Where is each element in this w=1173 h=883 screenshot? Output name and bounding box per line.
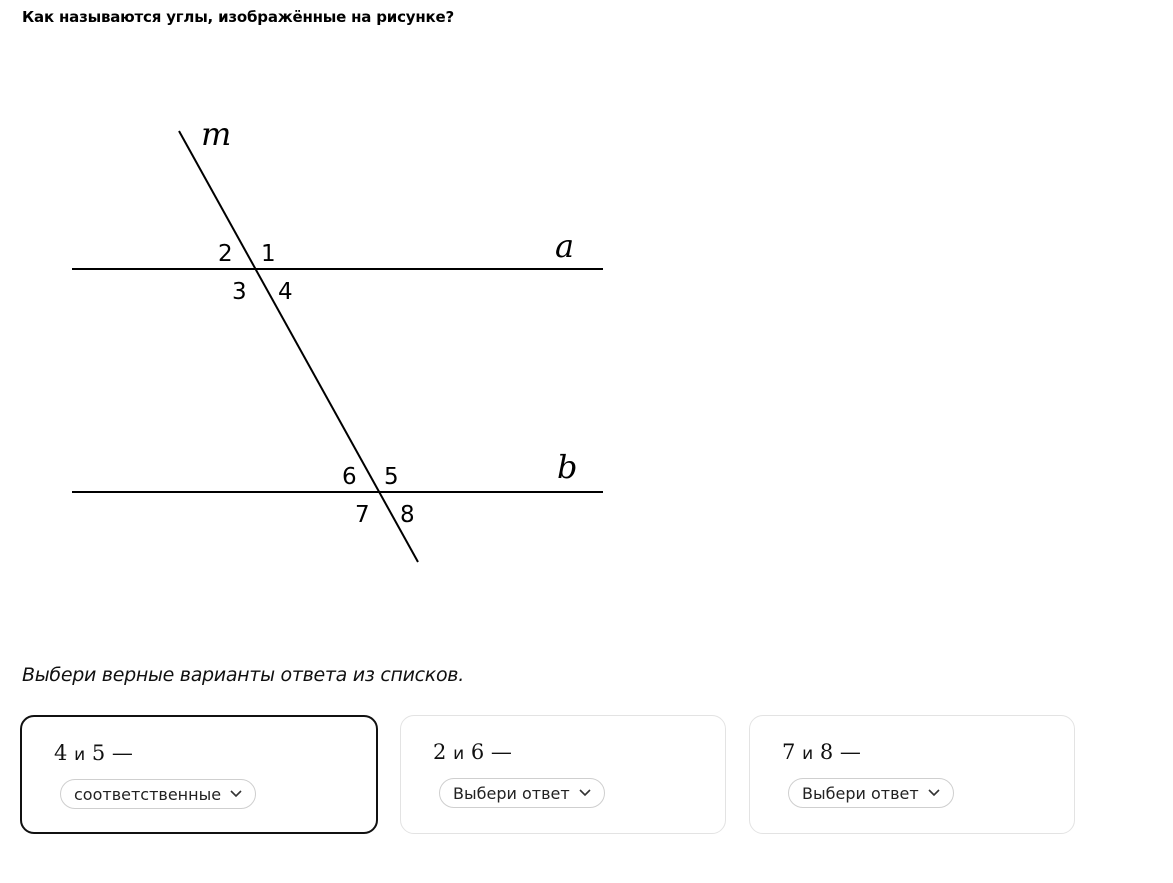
dash: —: [111, 741, 133, 765]
dropdown-value: Выбери ответ: [802, 783, 919, 803]
conjunction: и: [453, 744, 465, 764]
angle-number: 7: [782, 740, 796, 764]
instruction-text: Выбери верные варианты ответа из списков.: [22, 664, 464, 686]
angle-label-1: 1: [261, 241, 276, 267]
conjunction: и: [74, 745, 86, 765]
angle-number: 4: [54, 741, 68, 765]
angle-label-8: 8: [400, 502, 415, 528]
dropdown-value: соответственные: [74, 784, 222, 804]
answer-dropdown[interactable]: [439, 778, 605, 808]
angle-label-6: 6: [342, 464, 357, 490]
answer-dropdown[interactable]: [60, 779, 256, 809]
angle-label-5: 5: [384, 464, 399, 490]
answer-card-2-6: [400, 715, 726, 834]
chevron-down-icon: [578, 788, 592, 798]
question-title: Как называются углы, изображённые на рисунке?: [22, 8, 454, 26]
label-m: m: [201, 115, 232, 153]
angle-number: 8: [819, 740, 834, 764]
angle-pair-text: [433, 740, 512, 764]
angle-label-3: 3: [232, 279, 247, 305]
angle-number: 2: [433, 740, 447, 764]
conjunction: и: [802, 744, 814, 764]
answer-card-7-8: [749, 715, 1075, 834]
angle-label-2: 2: [218, 241, 233, 267]
label-a: a: [555, 227, 575, 265]
chevron-down-icon: [927, 788, 941, 798]
angle-pair-text: [54, 741, 133, 765]
chevron-down-icon: [229, 789, 243, 799]
answer-card-4-5: [20, 715, 378, 834]
answer-dropdown[interactable]: [788, 778, 954, 808]
angle-label-7: 7: [355, 502, 370, 528]
angle-pair-text: [782, 740, 861, 764]
angle-number: 6: [470, 740, 485, 764]
dash: —: [839, 740, 861, 764]
dash: —: [490, 740, 512, 764]
angle-number: 5: [91, 741, 106, 765]
transversal-m: [179, 131, 418, 562]
angle-label-4: 4: [278, 279, 293, 305]
label-b: b: [557, 448, 578, 486]
dropdown-value: Выбери ответ: [453, 783, 570, 803]
